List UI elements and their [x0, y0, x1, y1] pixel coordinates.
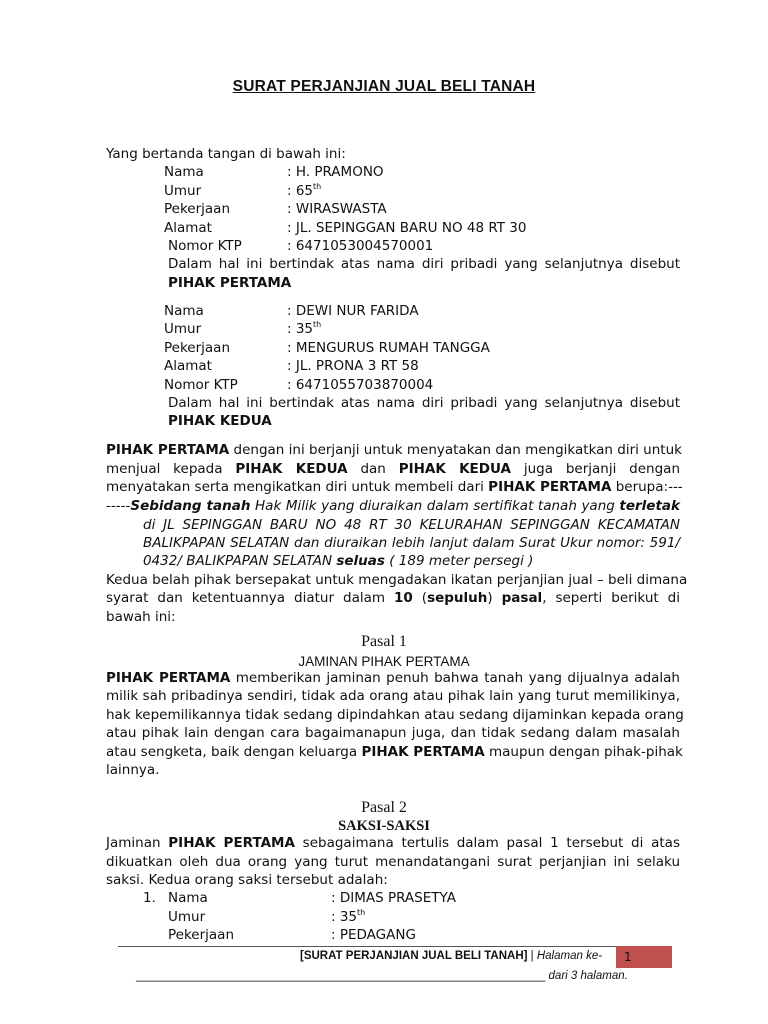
land-line-2: di JL SEPINGGAN BARU NO 48 RT 30 KELURAHAN SEPINGGAN KECAMATAN [143, 517, 680, 533]
party2-address-value: : JL. PRONA 3 RT 58 [287, 358, 419, 374]
witness-name-value: : DIMAS PRASETYA [331, 890, 456, 906]
pasal2-line-2: dikuatkan oleh dua orang yang turut menandatangani surat perjanjian ini selaku [106, 854, 680, 870]
footer-separator: | [527, 950, 537, 962]
party2-statement: Dalam hal ini bertindak atas nama diri pribadi yang selanjutnya disebut [168, 395, 680, 411]
party2-age-label: Umur [164, 321, 202, 337]
footer-page-suffix: dari 3 halaman. [548, 970, 628, 982]
footer-line-2 [136, 970, 628, 982]
witness-age-value: : 35th [331, 908, 366, 925]
consent-line-3: bawah ini: [106, 609, 176, 625]
witness-job-value: : PEDAGANG [331, 927, 416, 943]
party2-job-label: Pekerjaan [164, 340, 231, 356]
pasal2-line-1: Jaminan PIHAK PERTAMA sebagaimana tertulis dalam pasal 1 tersebut di atas [106, 835, 680, 851]
pasal1-subheading: JAMINAN PIHAK PERTAMA [298, 654, 470, 669]
pasal2-subheading: SAKSI-SAKSI [338, 818, 430, 834]
party1-job-label: Pekerjaan [164, 201, 231, 217]
consent-line-2: syarat dan ketentuannya diatur dalam 10 (sepuluh) pasal, seperti berikut di [106, 590, 680, 606]
pasal2-heading: Pasal 2 [361, 799, 407, 816]
party1-address-label: Alamat [164, 220, 212, 236]
pasal1-line-6: lainnya. [106, 762, 160, 778]
party2-name-value: : DEWI NUR FARIDA [287, 303, 419, 319]
intro-text: Yang bertanda tangan di bawah ini: [106, 146, 346, 162]
witness-age-label: Umur [168, 909, 206, 925]
pasal1-line-5: atau sengketa, baik dengan keluarga PIHAK PERTAMA maupun dengan pihak-pihak [106, 744, 683, 760]
consent-line-1: Kedua belah pihak bersepakat untuk mengadakan ikatan perjanjian jual – beli dimana [106, 572, 688, 588]
party2-address-label: Alamat [164, 358, 212, 374]
land-line-1: -----Sebidang tanah Hak Milik yang diuraikan dalam sertifikat tanah yang terletak [106, 498, 680, 514]
agreement-line-2: menjual kepada PIHAK KEDUA dan PIHAK KEDUA juga berjanji dengan [106, 461, 680, 477]
party1-name-value: : H. PRAMONO [287, 164, 384, 180]
pasal1-line-4: atau pihak lain dengan cara bagaimanapun juga, dan tidak sedang dalam masalah [106, 725, 680, 741]
party1-ktp-label: Nomor KTP [168, 238, 242, 254]
page-number: 1 [624, 950, 632, 964]
pasal1-line-1: PIHAK PERTAMA memberikan jaminan penuh bahwa tanah yang dijualnya adalah [106, 670, 680, 686]
witness-job-label: Pekerjaan [168, 927, 235, 943]
party1-role: PIHAK PERTAMA [168, 275, 292, 291]
party2-ktp-label: Nomor KTP [164, 377, 238, 393]
party2-role: PIHAK KEDUA [168, 413, 272, 429]
party1-statement: Dalam hal ini bertindak atas nama diri pribadi yang selanjutnya disebut [168, 256, 680, 272]
party1-job-value: : WIRASWASTA [287, 201, 387, 217]
party2-age-value: : 35th [287, 320, 322, 337]
land-line-3: BALIKPAPAN SELATAN dan diuraikan lebih lanjut dalam Surat Ukur nomor: 591/ [143, 535, 680, 551]
party1-age-label: Umur [164, 183, 202, 199]
party2-job-value: : MENGURUS RUMAH TANGGA [287, 340, 490, 356]
footer-page-prefix: Halaman ke- [536, 950, 603, 962]
pasal1-heading: Pasal 1 [361, 633, 407, 650]
footer-underline: ________________________________________________________________ [136, 970, 546, 982]
party2-name-label: Nama [164, 303, 204, 319]
land-line-4: 0432/ BALIKPAPAN SELATAN seluas ( 189 meter persegi ) [143, 553, 534, 569]
party1-ktp-value: : 6471053004570001 [287, 238, 434, 254]
party2-ktp-value: : 6471055703870004 [287, 377, 434, 393]
witness-number: 1. [143, 890, 156, 906]
party1-age-value: : 65th [287, 182, 322, 199]
agreement-line-3: menyatakan serta mengikatkan diri untuk membeli dari PIHAK PERTAMA berupa:--- [106, 479, 683, 495]
page-number-badge [616, 946, 672, 968]
pasal1-line-3: hak kepemilikannya tidak sedang dipindahkan atau sedang dijaminkan kepada orang [106, 707, 684, 723]
footer-rule [118, 946, 670, 947]
footer-text [300, 950, 602, 962]
document-title: SURAT PERJANJIAN JUAL BELI TANAH [232, 78, 536, 95]
pasal1-line-2: milik sah pribadinya sendiri, tidak ada orang atau pihak lain yang turut memilikinya, [106, 688, 680, 704]
footer-doc-title: [SURAT PERJANJIAN JUAL BELI TANAH] [300, 950, 528, 962]
agreement-line-1: PIHAK PERTAMA dengan ini berjanji untuk menyatakan dan mengikatkan diri untuk [106, 442, 682, 458]
witness-name-label: Nama [168, 890, 208, 906]
party1-name-label: Nama [164, 164, 204, 180]
pasal2-line-3: saksi. Kedua orang saksi tersebut adalah: [106, 872, 388, 888]
party1-address-value: : JL. SEPINGGAN BARU NO 48 RT 30 [287, 220, 527, 236]
